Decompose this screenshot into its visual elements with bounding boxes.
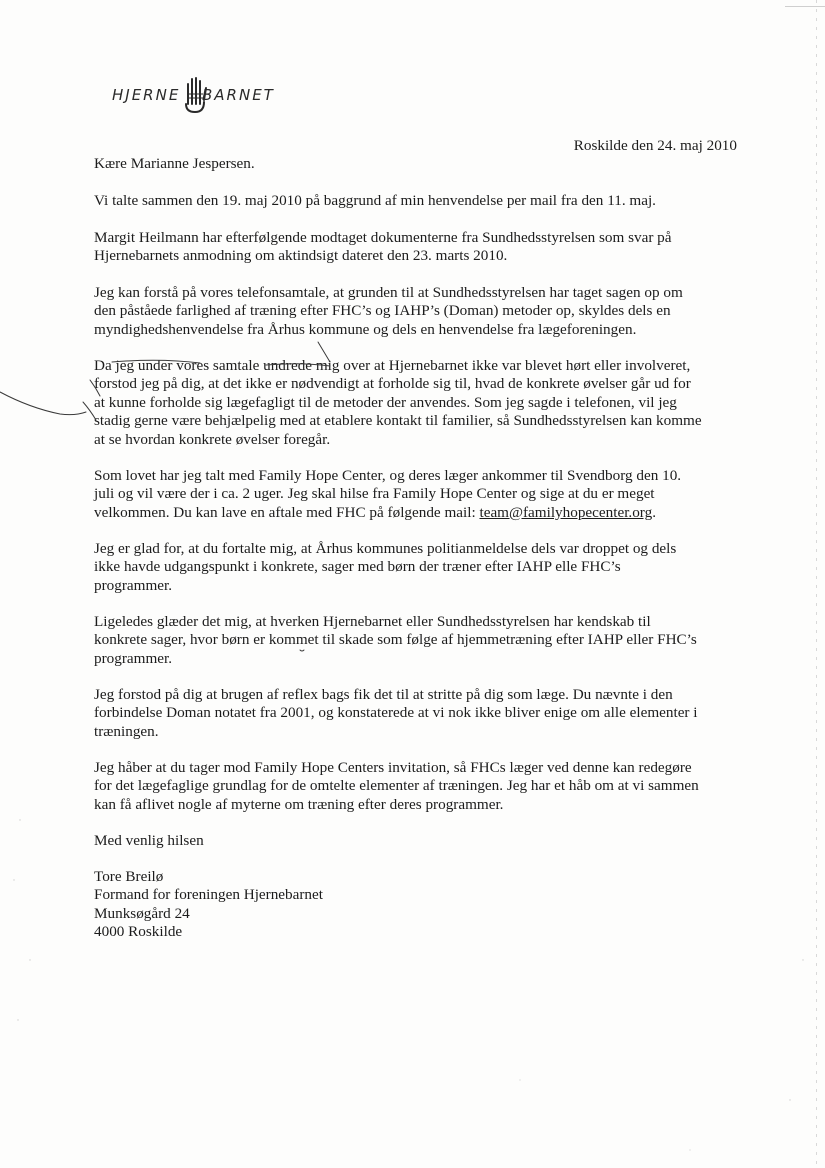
signature-title: Formand for foreningen Hjernebarnet [94, 886, 323, 904]
paragraph-5 [94, 467, 744, 522]
scan-edge-mark [816, 0, 817, 1168]
paragraph-line: Jeg er glad for, at du fortalte mig, at Århus kommunes politianmeldelse dels var droppet og dels [94, 540, 677, 557]
email-link[interactable]: team@familyhopecenter.org [479, 503, 653, 521]
signature-name: Tore Breilø [94, 868, 164, 885]
paragraph-3 [94, 284, 744, 339]
scan-edge-mark-top [785, 6, 825, 7]
paragraph-line: Da jeg under vores samtale undrede mig over at Hjernebarnet ikke var blevet hørt eller involveret, [94, 357, 691, 374]
paragraph-9 [94, 759, 744, 814]
paragraph-line: kan få aflivet nogle af myterne om træning efter deres programmer. [94, 795, 504, 813]
signature-block [94, 868, 744, 942]
paragraph-line-with-email [94, 504, 744, 522]
paragraph-line: juli og vil være der i ca. 2 uger. Jeg skal hilse fra Family Hope Center og sige at du er meget [94, 485, 655, 503]
paragraph-line: myndighedshenvendelse fra Århus kommune og dels en henvendelse fra lægeforeningen. [94, 320, 637, 338]
paragraph-line-prefix: velkommen. Du kan lave en aftale med FHC på følgende mail: [94, 503, 480, 521]
paragraph-line: Hjernebarnets anmodning om aktindsigt dateret den 23. marts 2010. [94, 247, 508, 265]
paragraph-line: forstod jeg på dig, at det ikke er nødvendigt at forholde sig til, hvad de konkrete øvelser går ud for [94, 375, 691, 393]
paragraph-line: Margit Heilmann har efterfølgende modtaget dokumenterne fra Sundhedsstyrelsen som svar på [94, 229, 672, 246]
pen-stroke [0, 392, 86, 415]
logo-right-word: BARNET [202, 86, 275, 104]
paragraph-line: den påståede farlighed af træning efter FHC’s og IAHP’s (Doman) metoder op, skyldes dels en [94, 302, 671, 320]
date-line: Roskilde den 24. maj 2010 [573, 137, 737, 154]
paragraph-line: Som lovet har jeg talt med Family Hope Center, og deres læger ankommer til Svendborg den 10. [94, 467, 682, 484]
paragraph-4 [94, 357, 744, 449]
paragraph-6 [94, 540, 744, 595]
paragraph-2 [94, 229, 744, 266]
signature-address-line2: 4000 Roskilde [94, 923, 183, 941]
paragraph-line: Jeg kan forstå på vores telefonsamtale, at grunden til at Sundhedsstyrelsen har taget sagen op om [94, 284, 683, 301]
paragraph-line: at se hvordan konkrete øvelser foregår. [94, 430, 331, 448]
paragraph-line: Jeg forstod på dig at brugen af reflex bags fik det til at stritte på dig som læge. Du nævnte i den [94, 686, 673, 703]
paragraph-line: konkrete sager, hvor børn er kommet til skade som følge af hjemmetræning efter IAHP eller FHC’s [94, 631, 697, 649]
paragraph-line: Jeg håber at du tager mod Family Hope Centers invitation, så FHCs læger ved denne kan redegøre [94, 759, 692, 776]
paragraph-line-suffix: . [652, 503, 656, 521]
logo-left-word: HJERNE [112, 86, 181, 104]
paragraph-line: forbindelse Doman notatet fra 2001, og konstaterede at vi nok ikke bliver enige om alle elementer i [94, 704, 698, 722]
closing: Med venlig hilsen [94, 832, 204, 849]
paragraph-1 [94, 192, 744, 210]
paragraph-line: for det lægefaglige grundlag for de omtelte elementer af træningen. Jeg har et håb om at vi sammen [94, 777, 699, 795]
paragraph-line: Ligeledes glæder det mig, at hverken Hjernebarnet eller Sundhedsstyrelsen har kendskab til [94, 613, 651, 630]
paragraph-line: programmer. [94, 649, 173, 667]
paragraph-line: at kunne forholde sig lægefagligt til de metoder der anvendes. Som jeg sagde i telefonen, vil jeg [94, 393, 677, 411]
paragraph-line: stadig gerne være behjælpelig med at etablere kontakt til familier, så Sundhedsstyrelsen kan komme [94, 412, 702, 430]
paragraph-line: træningen. [94, 722, 159, 740]
paragraph-7 [94, 613, 744, 668]
hjernebarnet-logo [112, 74, 292, 120]
paragraph-line: Vi talte sammen den 19. maj 2010 på baggrund af min henvendelse per mail fra den 11. maj. [94, 192, 656, 209]
signature-address-line1: Munksøgård 24 [94, 904, 190, 922]
salutation: Kære Marianne Jespersen. [94, 155, 255, 172]
paragraph-line: programmer. [94, 576, 173, 594]
paragraph-line: ikke havde udgangspunkt i konkrete, sager med børn der træner efter IAHP elle FHC’s [94, 558, 621, 576]
paragraph-8 [94, 686, 744, 741]
